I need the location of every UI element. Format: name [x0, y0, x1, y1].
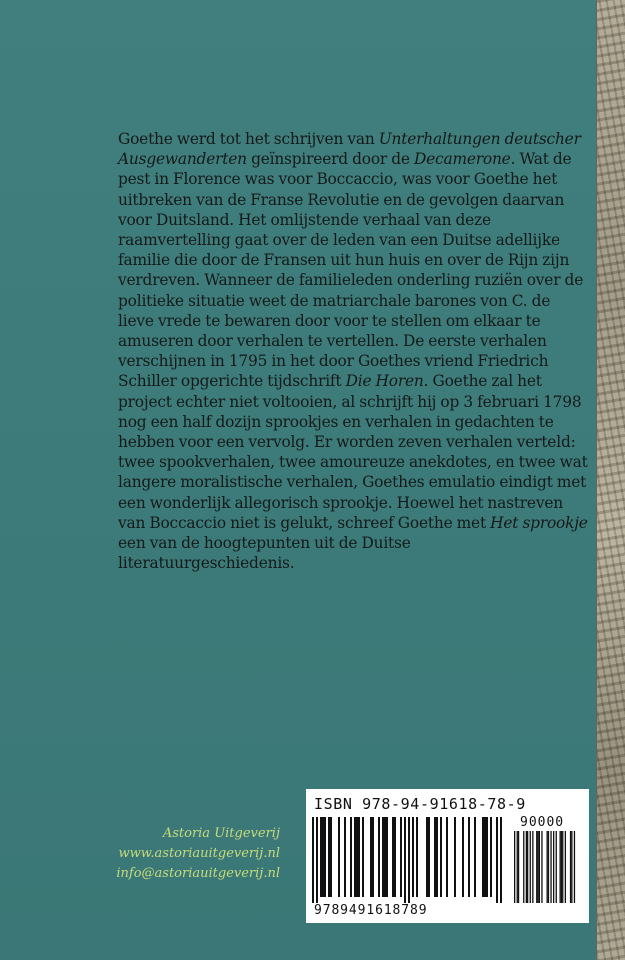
- barcode-bar: [400, 817, 402, 897]
- addon-bar: [526, 831, 527, 903]
- addon-bar: [571, 831, 572, 903]
- addon-bar: [532, 831, 533, 903]
- barcode-bar: [328, 817, 330, 897]
- barcode-bar: [416, 817, 418, 897]
- addon-bar: [574, 831, 575, 903]
- blurb-book-title: Unterhaltungen deutscher Ausgewanderten: [118, 130, 581, 169]
- barcode-bar: [312, 817, 314, 903]
- blurb-journal-title: Die Horen.: [345, 372, 429, 391]
- blurb-work-title: Decamerone.: [414, 150, 516, 169]
- barcode-box: [306, 789, 589, 923]
- barcode-bar: [434, 817, 436, 897]
- blurb-text: geïnspireerd door de: [246, 150, 414, 169]
- barcode-bar: [474, 817, 476, 897]
- barcode-bar: [412, 817, 414, 897]
- addon-bar: [541, 831, 542, 903]
- barcode-bar: [320, 817, 322, 897]
- barcode-bar: [440, 817, 442, 897]
- barcode-bar: [404, 817, 406, 903]
- barcode-bar: [354, 817, 356, 897]
- addon-bar: [530, 831, 531, 903]
- barcode-bar: [356, 817, 358, 897]
- back-cover-blurb: [118, 129, 588, 573]
- barcode-bar: [330, 817, 332, 897]
- addon-bar: [570, 831, 571, 903]
- barcode-bar: [394, 817, 396, 897]
- barcode-bar: [344, 817, 346, 897]
- blurb-text: Goethe werd tot het schrijven van: [118, 130, 379, 148]
- ean-barcode: [312, 817, 512, 905]
- barcode-bar: [454, 817, 456, 897]
- barcode-bar: [500, 817, 502, 903]
- barcode-bar: [322, 817, 324, 897]
- barcode-bar: [324, 817, 326, 897]
- addon-bar: [560, 831, 561, 903]
- addon-bar: [518, 831, 519, 903]
- barcode-bar: [462, 817, 464, 897]
- barcode-bar: [484, 817, 486, 897]
- barcode-bar: [358, 817, 360, 897]
- addon-bar: [517, 831, 518, 903]
- addon-bar: [514, 831, 515, 903]
- barcode-bar: [446, 817, 448, 897]
- blurb-story-title: Het sprookje: [490, 513, 588, 532]
- barcode-bar: [486, 817, 488, 897]
- addon-bar: [565, 831, 566, 903]
- barcode-bar: [338, 817, 340, 897]
- price-code: 90000: [520, 815, 565, 830]
- barcode-bar: [428, 817, 430, 897]
- addon-bar: [548, 831, 549, 903]
- publisher-website: www.astoriauitgeverij.nl: [118, 846, 280, 861]
- blurb-text: Goethe zal het project echter niet voltooien, al schrijft hij op 3 februari 1798 nog een half dozijn sprookjes en verhalen in gedachten te hebben voor een vervolg. Er worden zeven verhalen verteld: twee spookverhalen, twee amoureuze anekdotes, en twee wat langere moralistische verhalen, Goethes emulatio eindigt met een wonderlijk allegorisch sprookje. Hoewel het nastreven van Boccaccio niet is gelukt, schreef Goethe met: [118, 372, 588, 532]
- ean-digits: 9789491618789: [314, 903, 428, 918]
- barcode-bar: [482, 817, 484, 897]
- barcode-bar: [496, 817, 498, 903]
- price-addon-barcode: [514, 831, 584, 917]
- barcode-bar: [384, 817, 386, 897]
- barcode-bar: [408, 817, 410, 903]
- barcode-bar: [392, 817, 394, 897]
- addon-bar: [523, 831, 524, 903]
- barcode-bar: [362, 817, 364, 897]
- blurb-text: een van de hoogtepunten uit de Duitse literatuurgeschiedenis.: [118, 534, 411, 573]
- barcode-bar: [372, 817, 374, 897]
- addon-bar: [556, 831, 557, 903]
- barcode-bar: [426, 817, 428, 897]
- blurb-text: Wat de pest in Florence was voor Boccaccio, was voor Goethe het uitbreken van de Franse Revolutie en de gevolgen daarvan voor Duitsland. Het omlijstende verhaal van deze raamvertelling gaat over de leden van een Duitse adellijke familie die door de Fransen uit hun huis en over de Rijn zijn verdreven. Wanneer de familieleden onderling ruziën over de politieke situatie weet de matriarchale barones von C. de lieve vrede te bewaren door voor te stellen om elkaar te amuseren door verhalen te vertellen. De eerste verhalen verschijnen in 1795 in het door Goethes vriend Friedrich Schiller opgerichte tijdschrift: [118, 150, 584, 391]
- addon-bar: [553, 831, 554, 903]
- addon-bar: [537, 831, 538, 903]
- addon-bar: [550, 831, 551, 903]
- publisher-email: info@astoriauitgeverij.nl: [116, 866, 280, 881]
- barcode-bar: [490, 817, 492, 897]
- barcode-bar: [436, 817, 438, 897]
- publisher-info: [100, 824, 280, 884]
- addon-bar: [536, 831, 537, 903]
- cover-art-edge: [596, 0, 625, 960]
- barcode-bar: [382, 817, 384, 897]
- barcode-bar: [386, 817, 388, 897]
- addon-bar: [527, 831, 528, 903]
- addon-bar: [561, 831, 562, 903]
- barcode-bar: [370, 817, 372, 897]
- addon-bar: [547, 831, 548, 903]
- barcode-bar: [316, 817, 318, 903]
- isbn-label: ISBN 978-94-91618-78-9: [314, 795, 526, 813]
- addon-bar: [539, 831, 540, 903]
- barcode-bar: [378, 817, 380, 897]
- publisher-name: Astoria Uitgeverij: [162, 826, 280, 841]
- addon-bar: [562, 831, 563, 903]
- barcode-bar: [468, 817, 470, 897]
- barcode-bar: [350, 817, 352, 897]
